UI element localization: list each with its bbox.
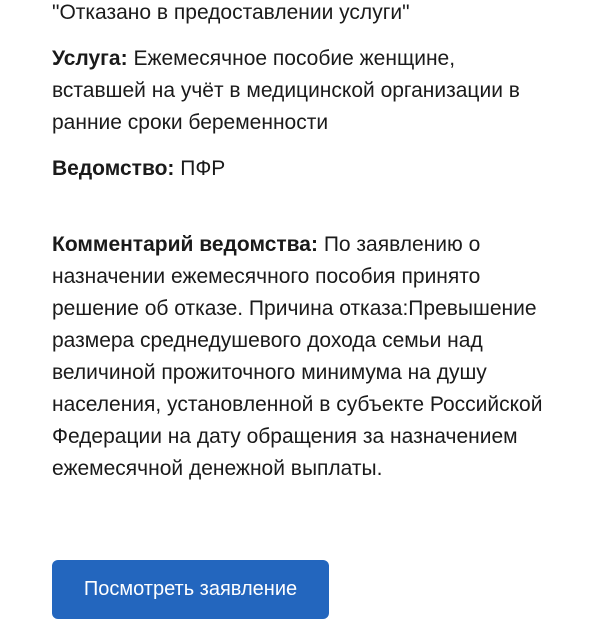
agency-value: ПФР [180, 157, 226, 180]
status-text [52, 0, 410, 29]
view-application-button[interactable]: Посмотреть заявление [52, 560, 329, 619]
agency-comment [52, 229, 552, 485]
service-value: Ежемесячное пособие женщине, вставшей на учёт в медицинской организации в ранние сроки беременности [52, 47, 520, 134]
agency-info [52, 153, 225, 185]
service-label: Услуга: [52, 47, 128, 70]
service-info [52, 43, 552, 139]
comment-label: Комментарий ведомства: [52, 233, 318, 256]
status-text-value: "Отказано в предоставлении услуги" [52, 1, 410, 24]
comment-value: По заявлению о назначении ежемесячного пособия принято решение об отказе. Причина отказа:Превышение размера среднедушевого дохода семьи над величиной прожиточного минимума на душу населения, установленной в субъекте Российской Федерации на дату обращения за назначением ежемесячной денежной выплаты. [52, 233, 543, 480]
agency-label: Ведомство: [52, 157, 175, 180]
